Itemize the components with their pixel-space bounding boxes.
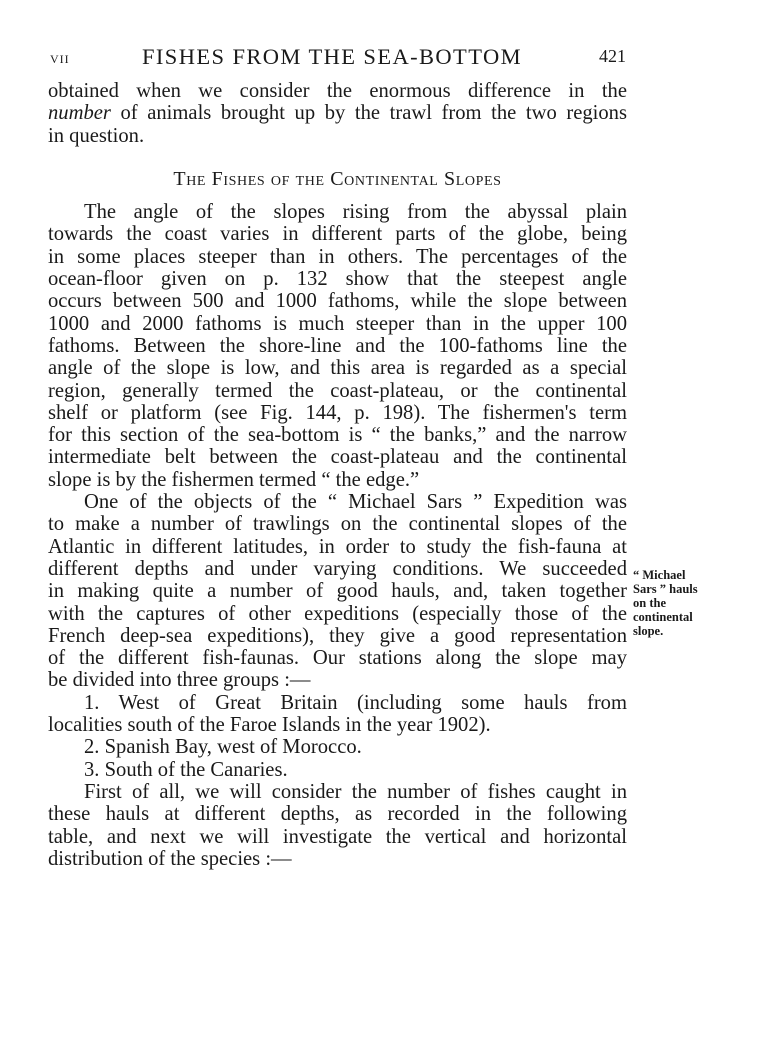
text-line: in making quite a number of good hauls, and, taken together — [48, 580, 627, 603]
margin-note-line: continental — [633, 610, 693, 624]
running-title: FISHES FROM THE SEA-BOTTOM — [142, 44, 522, 69]
station-list — [48, 692, 627, 781]
text-line: different depths and under varying conditions. We succeeded — [48, 557, 627, 580]
text-line: One of the objects of the “ Michael Sars ” Expedition was — [84, 491, 627, 514]
text-line: slope is by the fishermen termed “ the edge.” — [48, 468, 420, 491]
page-number: 421 — [599, 46, 626, 66]
text-line: shelf or platform (see Fig. 144, p. 198). The fishermen's term — [48, 401, 627, 424]
chapter-number: VII — [50, 52, 70, 66]
text-line: in some places steeper than in others. The percentages of the — [48, 245, 627, 268]
text-line — [48, 102, 627, 124]
paragraph-expedition — [48, 491, 627, 692]
margin-note-line: slope. — [633, 624, 664, 638]
text-line: French deep-sea expeditions), they give a good representation — [48, 624, 627, 647]
text-line: of the different fish-faunas. Our stations along the slope may — [48, 647, 627, 670]
text-line: ocean-floor given on p. 132 show that the steepest angle — [48, 268, 627, 291]
list-item: 2. Spanish Bay, west of Morocco. — [84, 736, 362, 759]
italic-word: number — [48, 102, 111, 125]
text-line: distribution of the species :— — [48, 847, 292, 870]
text-line: Atlantic in different latitudes, in order to study the fish-fauna at — [48, 535, 627, 558]
text-line: obtained when we consider the enormous difference in the — [48, 80, 627, 102]
text-line: with the captures of other expeditions (especially those of the — [48, 602, 627, 625]
text-line: angle of the slope is low, and this area is regarded as a special — [48, 357, 627, 380]
list-item: 1. West of Great Britain (including some hauls from — [84, 691, 627, 714]
paragraph-slopes — [48, 201, 627, 491]
text-line: to make a number of trawlings on the continental slopes of the — [48, 513, 627, 536]
text-line: The angle of the slopes rising from the abyssal plain — [84, 201, 627, 224]
margin-note-line: Sars ” hauls — [633, 582, 698, 596]
list-item-continuation: localities south of the Faroe Islands in the year 1902). — [48, 714, 491, 737]
running-head — [50, 44, 626, 74]
text-line: towards the coast varies in different parts of the globe, being — [48, 223, 627, 246]
text-line: intermediate belt between the coast-plateau and the continental — [48, 446, 627, 469]
text-line: table, and next we will investigate the vertical and horizontal — [48, 825, 627, 848]
list-item: 3. South of the Canaries. — [84, 758, 288, 781]
text-line: 1000 and 2000 fathoms is much steeper than in the upper 100 — [48, 312, 627, 335]
text-line: First of all, we will consider the number of fishes caught in — [84, 780, 627, 803]
margin-note-line: on the — [633, 596, 666, 610]
text-line: fathoms. Between the shore-line and the 100-fathoms line the — [48, 334, 627, 357]
body-text — [48, 80, 627, 870]
paragraph-table-intro — [48, 781, 627, 870]
text-line: region, generally termed the coast-plateau, or the continental — [48, 379, 627, 402]
text-line: in question. — [48, 124, 145, 147]
section-title: The Fishes of the Continental Slopes — [173, 167, 502, 190]
text-line: occurs between 500 and 1000 fathoms, while the slope between — [48, 290, 627, 313]
margin-note-line: “ Michael — [633, 568, 686, 582]
margin-note — [633, 568, 725, 638]
text-line: for this section of the sea-bottom is “ the banks,” and the narrow — [48, 424, 627, 447]
text-fragment: of animals brought up by the trawl from the two regions — [110, 102, 627, 125]
text-line: these hauls at different depths, as recorded in the following — [48, 803, 627, 826]
text-line: be divided into three groups :— — [48, 669, 311, 692]
